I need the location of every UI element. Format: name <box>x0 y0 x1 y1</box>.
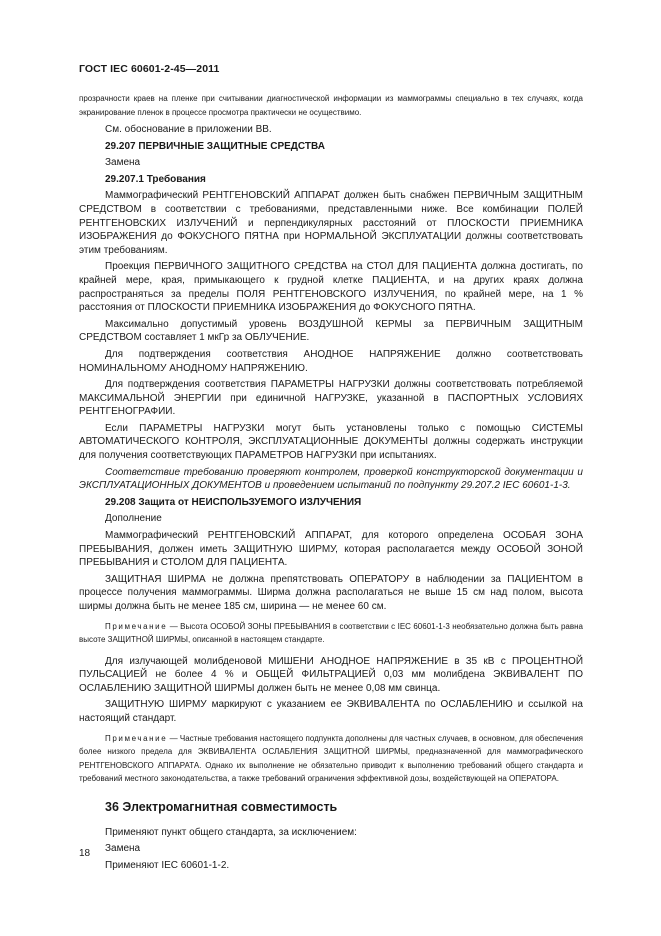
note-text: — Высота ОСОБОЙ ЗОНЫ ПРЕБЫВАНИЯ в соответствии с IEC 60601-1-3 необязательно должна быть равна высоте ЗАЩИТНОЙ ШИРМЫ, описанной в настоящем стандарте. <box>79 621 583 645</box>
intro-paragraph: прозрачности краев на пленке при считывании диагностической информации из маммограммы специально в тех случаях, когда экранирование пленок в процессе просмотра практически не осуществимо. <box>79 94 583 117</box>
paragraph: Маммографический РЕНТГЕНОВСКИЙ АППАРАТ должен быть снабжен ПЕРВИЧНЫМ ЗАЩИТНЫМ СРЕДСТВОМ в соответствии с требованиями, представленными ниже. Все комбинации ПОЛЕЙ РЕНТГЕНОВСКИХ ИЗЛУЧЕНИЙ и перпендикулярных расстояний от ПЛОСКОСТИ ПРИЕМНИКА ИЗОБРАЖЕНИЯ до ФОКУСНОГО ПЯТНА при НОРМАЛЬНОЙ ЭКСПЛУАТАЦИИ должны соответствовать этим требованиям. <box>79 190 583 256</box>
rationale-reference: См. обоснование в приложении ВВ. <box>105 124 272 135</box>
paragraph: Если ПАРАМЕТРЫ НАГРУЗКИ могут быть установлены только с помощью СИСТЕМЫ АВТОМАТИЧЕСКОГО КОНТРОЛЯ, ЭКСПЛУАТАЦИОННЫЕ ДОКУМЕНТЫ должны содержать инструкции для получения соответствующих ПАРАМЕТРОВ НАГРУЗКИ при испытаниях. <box>79 422 583 462</box>
note-1 <box>79 620 583 647</box>
paragraph: Для подтверждения соответствия ПАРАМЕТРЫ НАГРУЗКИ должны соответствовать потребляемой МАКСИМАЛЬНОЙ ЭНЕРГИИ при единичной НАГРУЗКЕ, указанной в ПАСПОРТНЫХ УСЛОВИЯХ РЕНТГЕНОГРАФИИ. <box>79 379 583 418</box>
section-29-208-subtitle: Дополнение <box>105 513 162 525</box>
note-label: Примечание <box>105 621 168 631</box>
section-36-line: Применяют пункт общего стандарта, за исключением: <box>105 826 357 838</box>
section-36-line: Применяют IEC 60601-1-2. <box>105 859 230 871</box>
section-36-line: Замена <box>105 843 141 855</box>
document-header: ГОСТ IEC 60601-2-45—2011 <box>79 63 220 75</box>
note-2 <box>79 732 583 786</box>
document-body <box>79 92 583 875</box>
paragraph: Для подтверждения соответствия АНОДНОЕ НАПРЯЖЕНИЕ должно соответствовать НОМИНАЛЬНОМУ АНОДНОМУ НАПРЯЖЕНИЮ. <box>79 348 583 374</box>
page-number: 18 <box>79 848 91 859</box>
paragraph: Маммографический РЕНТГЕНОВСКИЙ АППАРАТ, для которого определена ОСОБАЯ ЗОНА ПРЕБЫВАНИЯ, должен иметь ЗАЩИТНУЮ ШИРМУ, которая располагается между ОСОБОЙ ЗОНОЙ ПРЕБЫВАНИЯ и СТОЛОМ ДЛЯ ПАЦИЕНТА. <box>79 530 583 569</box>
section-29-207-subtitle: Замена <box>105 157 141 169</box>
paragraph: Проекция ПЕРВИЧНОГО ЗАЩИТНОГО СРЕДСТВА на СТОЛ ДЛЯ ПАЦИЕНТА должна достигать, по крайней мере, края, примыкающего к грудной клетке ПАЦИЕНТА, и на других краях должна распространяться за пределы ПОЛЯ РЕНТГЕНОВСКОГО ИЗЛУЧЕНИЯ, по крайней мере, на 1 % расстояния от ПЛОСКОСТИ ПРИЕМНИКА ИЗОБРАЖЕНИЯ до ФОКУСНОГО ПЯТНА. <box>79 261 583 314</box>
paragraph: ЗАЩИТНАЯ ШИРМА не должна препятствовать ОПЕРАТОРУ в наблюдении за ПАЦИЕНТОМ в процессе получения маммограммы. Ширма должна располагаться не выше 15 см над полом, высота ширмы должна быть не менее 185 см, ширина — не менее 60 см. <box>79 573 583 612</box>
note-text: — Частные требования настоящего подпункта дополнены для частных случаев, в основном, для обеспечения более низкого предела для ЭКВИВАЛЕНТА ОСЛАБЛЕНИЯ ЗАЩИТНОЙ ШИРМЫ, предназначенной для маммографического РЕНТГЕНОВСКОГО АППАРАТА. Однако их выполнение не обязательно приводит к выполнению требований общего стандарта и требований местного законодательства, а также требований ограничения эффективной дозы, воздействующей на ОПЕРАТОРА. <box>79 733 583 784</box>
paragraph: Максимально допустимый уровень ВОЗДУШНОЙ КЕРМЫ за ПЕРВИЧНЫМ ЗАЩИТНЫМ СРЕДСТВОМ составляет 1 мкГр за ОБЛУЧЕНИЕ. <box>79 318 583 344</box>
section-29-207-heading: 29.207 ПЕРВИЧНЫЕ ЗАЩИТНЫЕ СРЕДСТВА <box>105 140 325 152</box>
note-label: Примечание <box>105 733 168 743</box>
section-36-heading: 36 Электромагнитная совместимость <box>105 799 338 814</box>
paragraph: ЗАЩИТНУЮ ШИРМУ маркируют с указанием ее ЭКВИВАЛЕНТА по ОСЛАБЛЕНИЮ и ссылкой на настоящий стандарт. <box>79 699 583 724</box>
section-29-208-heading: 29.208 Защита от НЕИСПОЛЬЗУЕМОГО ИЗЛУЧЕНИЯ <box>105 496 362 508</box>
paragraph: Для излучающей молибденовой МИШЕНИ АНОДНОЕ НАПРЯЖЕНИЕ в 35 кВ с ПРОЦЕНТНОЙ ПУЛЬСАЦИЕЙ не более 4 % и ОБЩЕЙ ФИЛЬТРАЦИЕЙ 0,03 мм молибдена ЭКВИВАЛЕНТ ПО ОСЛАБЛЕНИЮ ЗАЩИТНОЙ ШИРМЫ должен быть не менее 0,08 мм свинца. <box>79 655 583 694</box>
section-29-207-1-heading: 29.207.1 Требования <box>105 173 206 185</box>
compliance-paragraph: Соответствие требованию проверяют контролем, проверкой конструкторской документации и ЭКСПЛУАТАЦИОННЫХ ДОКУМЕНТОВ и проведением испытаний по подпункту 29.207.2 IEC 60601-1-3. <box>79 466 583 492</box>
